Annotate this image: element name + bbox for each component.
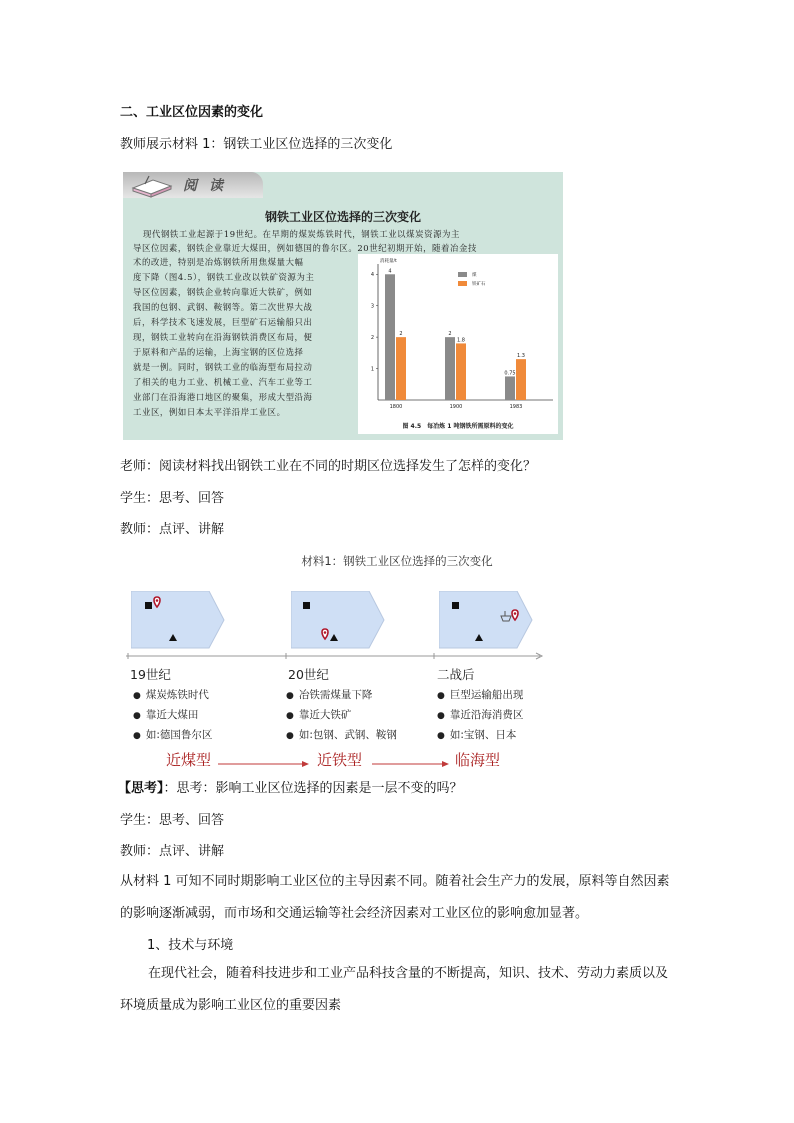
type-label-coastal: 临海型: [455, 751, 501, 769]
reading-line: 度下降（图4.5），钢铁工业改以铁矿资源为主: [133, 272, 315, 282]
arrow-right-icon: [218, 760, 310, 768]
conclusion-paragraph: 从材料 1 可知不同时期影响工业区位的主导因素不同。随着社会生产力的发展，原料等自然因素的影响逐渐减弱，而市场和交通运输等社会经济因素对工业区位的影响愈加显著。: [120, 874, 670, 921]
reading-line: 我国的包钢、武钢、鞍钢等。第二次世界大战: [133, 302, 313, 312]
stage-bullet: ● 靠近大铁矿: [286, 707, 351, 722]
chart-y-tick-label: 1: [370, 366, 374, 373]
stage-bullet: ● 如:包钢、武钢、鞍钢: [286, 727, 397, 742]
teacher-reply-1: 教师：点评、讲解: [120, 522, 225, 537]
reading-line: 导区位因素，钢铁企业转向靠近大铁矿，例如: [133, 287, 313, 297]
chart-legend-swatch: [458, 281, 467, 286]
reading-line: 术的改进，特别是冶炼钢铁所用焦煤量大幅: [133, 257, 304, 267]
sub-heading: 1、技术与环境: [147, 938, 234, 953]
chart-bar: [396, 337, 406, 400]
stage-bullet: ● 靠近大煤田: [133, 707, 198, 722]
chart-bar: [505, 376, 515, 400]
stage-bullet: ● 靠近沿海消费区: [437, 707, 523, 722]
think-tag: 【思考】: [118, 781, 164, 796]
chart-caption: 图 4.5 每冶炼 1 吨钢铁所需原料的变化: [402, 423, 514, 430]
timeline-axis: [126, 650, 548, 662]
chart-x-tick-label: 1900: [449, 404, 463, 410]
chart-data-label: 1.8: [457, 337, 465, 344]
diagram-title: 材料1：钢铁工业区位选择的三次变化: [301, 554, 493, 568]
reading-line: 于原料和产品的运输，上海宝钢的区位选择: [133, 347, 304, 357]
student-reply-1: 学生：思考、回答: [120, 491, 225, 506]
reading-line: 现，钢铁工业转向在沿海钢铁消费区布局，便: [133, 332, 313, 342]
era-label: 二战后: [437, 667, 475, 682]
chart-bar: [385, 274, 395, 400]
era-label: 20世纪: [288, 667, 329, 682]
chart-bar: [456, 343, 466, 400]
chart-y-tick-label: 3: [370, 303, 374, 310]
reading-line: 导区位因素，钢铁企业靠近大煤田，例如德国的鲁尔区。20世纪初期开始，随着冶金技: [133, 243, 477, 253]
stage-bullet: ● 如:德国鲁尔区: [133, 727, 212, 742]
stage-map-post-war: [439, 591, 533, 649]
stage-bullet: ● 巨型运输船出现: [437, 687, 523, 702]
type-label-coal: 近煤型: [166, 751, 212, 769]
chart-data-label: 2: [399, 331, 403, 338]
bar-chart: [358, 254, 558, 434]
type-label-iron: 近铁型: [317, 751, 363, 769]
chart-data-label: 0.75: [504, 370, 516, 377]
stage-bullet: ● 如:宝钢、日本: [437, 727, 516, 742]
chart-x-tick-label: 1800: [389, 404, 403, 410]
reading-title: 钢铁工业区位选择的三次变化: [264, 210, 421, 224]
arrow-right-icon: [372, 760, 450, 768]
question-1: 老师：阅读材料找出钢铁工业在不同的时期区位选择发生了怎样的变化？: [120, 459, 537, 474]
stage-bullet: ● 冶铁需煤量下降: [286, 687, 372, 702]
coal-square-icon: [303, 602, 310, 609]
chart-data-label: 4: [388, 268, 392, 275]
think-paragraph: [118, 780, 463, 798]
stage-map-19th-century: [131, 591, 225, 649]
chart-bar: [445, 337, 455, 400]
reading-tab-label: 阅读: [183, 178, 235, 194]
stage-map-20th-century: [291, 591, 385, 649]
reading-tab: [123, 172, 263, 198]
student-reply-2: 学生：思考、回答: [120, 813, 225, 828]
chart-y-tick-label: 2: [370, 334, 374, 341]
chart-data-label: 2: [448, 331, 452, 338]
body-paragraph: 在现代社会，随着科技进步和工业产品科技含量的不断提高，知识、技术、劳动力素质以及环境质量成为影响工业区位的重要因素: [120, 966, 669, 1013]
reading-line: 了相关的电力工业、机械工业、汽车工业等工: [133, 377, 313, 387]
think-text: ：思考：影响工业区位选择的因素是一层不变的吗？: [163, 781, 463, 796]
reading-line: 业部门在沿海港口地区的聚集，形成大型沿海: [133, 392, 313, 402]
book-icon: [129, 174, 175, 198]
chart-legend-label: 铁矿石: [472, 282, 486, 287]
coal-square-icon: [452, 602, 459, 609]
teacher-intro: 教师展示材料 1：钢铁工业区位选择的三次变化: [120, 137, 393, 152]
reading-material-box: [123, 172, 563, 440]
reading-line: 就是一例。同时，钢铁工业的临海型布局拉动: [133, 362, 313, 372]
chart-legend-swatch: [458, 272, 467, 277]
chart-y-tick-label: 4: [370, 272, 374, 279]
chart-legend-label: 煤: [472, 273, 477, 278]
chart-x-tick-label: 1983: [509, 404, 523, 410]
teacher-reply-2: 教师：点评、讲解: [120, 844, 225, 859]
era-label: 19世纪: [130, 667, 171, 682]
reading-line: 后，科学技术飞速发展，巨型矿石运输船只出: [133, 317, 313, 327]
reading-line: 工业区，例如日本太平洋沿岸工业区。: [133, 407, 286, 417]
coal-square-icon: [145, 602, 152, 609]
chart-bar: [516, 359, 526, 400]
chart-y-axis-label: 消耗量/t: [380, 259, 397, 264]
reading-line: 现代钢铁工业起源于19世纪。在早期的煤炭炼铁时代，钢铁工业以煤炭资源为主: [143, 229, 461, 239]
section-heading: 二、工业区位因素的变化: [120, 105, 264, 120]
chart-data-label: 1.3: [517, 353, 525, 360]
stage-bullet: ● 煤炭炼铁时代: [133, 687, 209, 702]
